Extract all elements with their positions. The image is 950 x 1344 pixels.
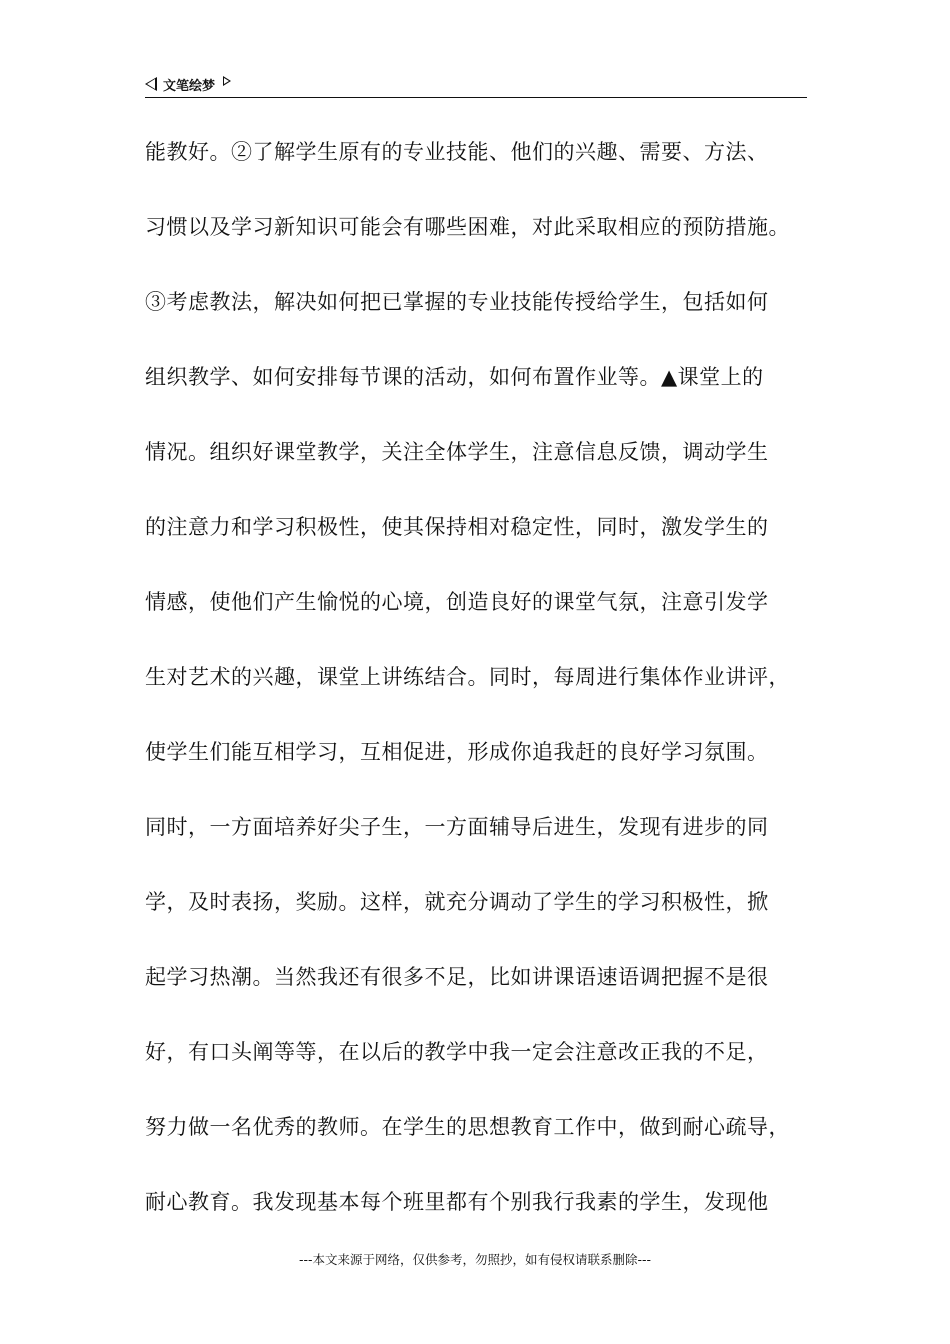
triangle-left-icon <box>145 77 157 91</box>
text-line: 起学习热潮。当然我还有很多不足，比如讲课语速语调把握不是很 <box>145 965 769 989</box>
document-body <box>145 134 817 1259</box>
text-line: 情感，使他们产生愉悦的心境，创造良好的课堂气氛，注意引发学 <box>145 590 769 614</box>
text-line: 能教好。②了解学生原有的专业技能、他们的兴趣、需要、方法、 <box>145 140 769 164</box>
text-line: ③考虑教法，解决如何把已掌握的专业技能传授给学生，包括如何 <box>145 290 769 314</box>
text-line: 习惯以及学习新知识可能会有哪些困难，对此采取相应的预防措施。 <box>145 215 790 239</box>
text-line: 生对艺术的兴趣，课堂上讲练结合。同时，每周进行集体作业讲评， <box>145 665 790 689</box>
text-line: 情况。组织好课堂教学，关注全体学生，注意信息反馈，调动学生 <box>145 440 769 464</box>
header-divider <box>145 97 807 98</box>
text-line: 努力做一名优秀的教师。在学生的思想教育工作中，做到耐心疏导， <box>145 1115 790 1139</box>
text-line: 的注意力和学习积极性，使其保持相对稳定性，同时，激发学生的 <box>145 515 769 539</box>
text-line: 使学生们能互相学习，互相促进，形成你追我赶的良好学习氛围。 <box>145 740 769 764</box>
text-line: 同时，一方面培养好尖子生，一方面辅导后进生，发现有进步的同 <box>145 815 769 839</box>
text-line: 组织教学、如何安排每节课的活动，如何布置作业等。▲课堂上的 <box>145 365 764 389</box>
page-header <box>145 74 231 94</box>
header-title: 文笔绘梦 <box>163 78 216 94</box>
triangle-right-icon <box>223 76 231 86</box>
text-line: 耐心教育。我发现基本每个班里都有个别我行我素的学生，发现他 <box>145 1190 769 1214</box>
footer-disclaimer: ---本文来源于网络，仅供参考，勿照抄，如有侵权请联系删除--- <box>298 1252 652 1267</box>
text-line: 学，及时表扬，奖励。这样，就充分调动了学生的学习积极性，掀 <box>145 890 769 914</box>
text-line: 好，有口头阐等等，在以后的教学中我一定会注意改正我的不足， <box>145 1040 769 1064</box>
